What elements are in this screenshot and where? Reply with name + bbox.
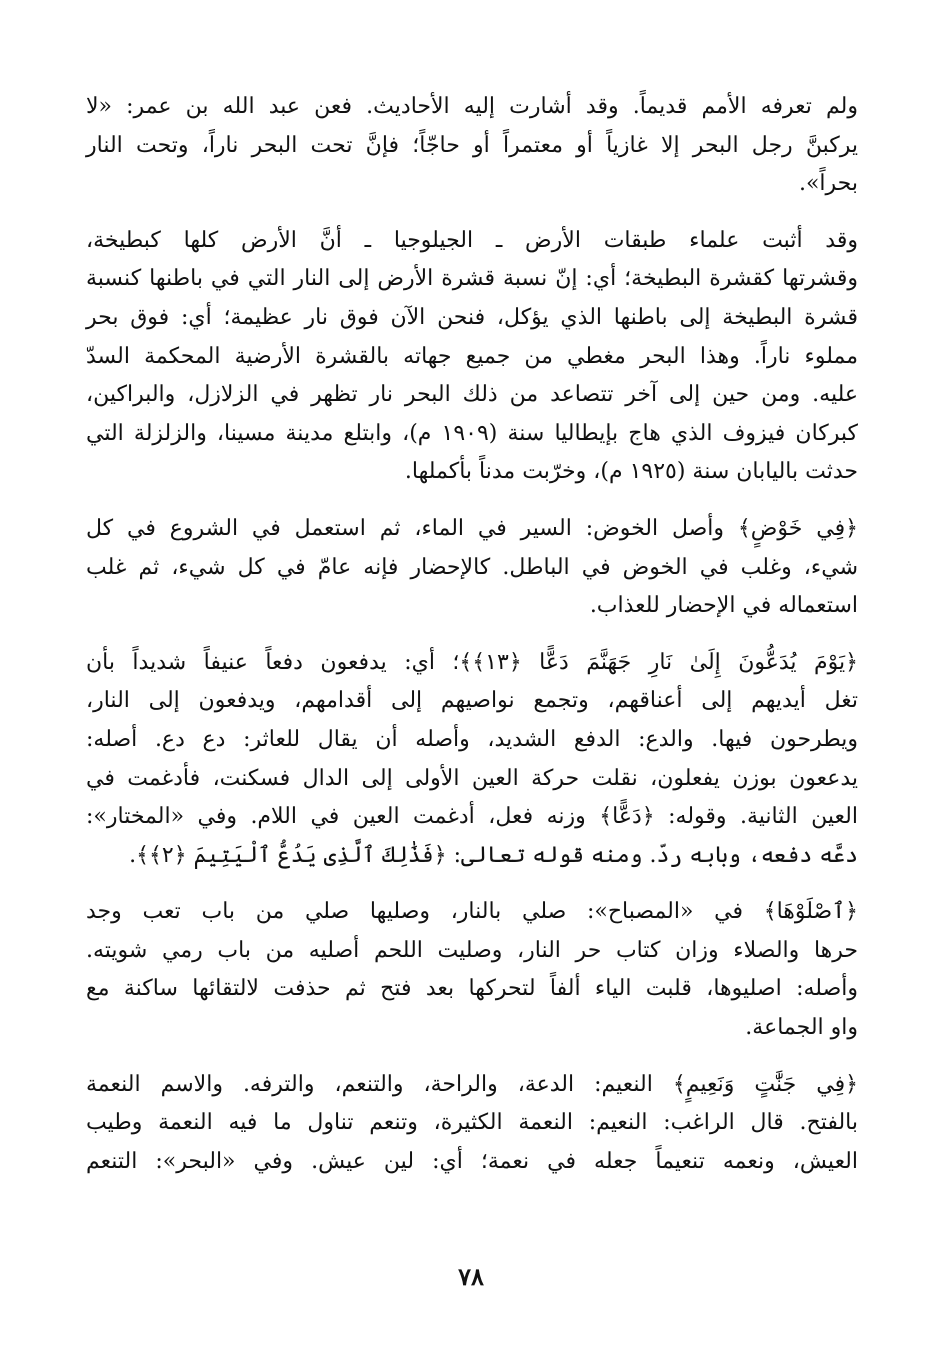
text-line: استعماله في الإحضار للعذاب.: [589, 593, 858, 619]
text-line: بحراً».: [798, 171, 858, 197]
text-line: تغل أيديهم إلى أعناقهم، وتجمع نواصيهم إلى أقدامهم، ويدفعون إلى النار،: [86, 688, 858, 714]
text-line: قشرة البطيخة إلى باطنها الذي يؤكل، فنحن الآن فوق نار عظيمة؛ أي: فوق بحر: [86, 304, 858, 330]
text-line: ﴿فِي خَوْضٍ﴾ وأصل الخوض: السير في الماء، ثم استعمل في الشروع في كل: [86, 515, 858, 541]
text-line: العيش، ونعمه تنعيماً جعله في نعمة؛ أي: لين عيش. وفي «البحر»: التنعم: [86, 1148, 858, 1174]
text-line: مملوء ناراً. وهذا البحر مغطي من جميع جهاته بالقشرة الأرضية المحكمة السدّ: [86, 343, 858, 369]
text-line: بالفتح. قال الراغب: النعيم: النعمة الكثيرة، وتنعم تناول ما فيه النعمة وطيب: [86, 1110, 858, 1136]
text-line: ﴿ٱصْلَوْهَا﴾ في «المصباح»: صلي بالنار، وصليها صلي من باب تعب وجد: [86, 899, 858, 925]
text-line: ﴿يَوْمَ يُدَعُّونَ إِلَىٰ نَارِ جَهَنَّمَ دَعًّا ﴿١٣﴾﴾؛ أي: يدفعون دفعاً عنيفاً شديداً بأن: [86, 649, 858, 675]
text-line: حدثت باليابان سنة (١٩٢٥ م)، وخرّبت مدناً بأكملها.: [404, 459, 858, 485]
text-line: عليه. ومن حين إلى آخر تتصاعد من ذلك البحر نار تظهر في الزلازل، والبراكين،: [86, 382, 858, 408]
text-line: ويطرحون فيها. والدع: الدفع الشديد، وأصله أن يقال للعاثر: دع دع. أصله:: [86, 726, 858, 752]
paragraph-da: [86, 644, 858, 876]
text-line: واو الجماعة.: [745, 1015, 858, 1041]
paragraph-geology: [86, 222, 858, 492]
text-line: يدععون بوزن يفعلون، نقلت حركة العين الأولى إلى الدال فسكنت، فأدغمت في: [86, 765, 858, 791]
paragraph-sea-hadith: [86, 88, 858, 204]
text-line: ﴿فِي جَنَّٰتٍ وَنَعِيمٍ﴾ النعيم: الدعة، والراحة، والتنعم، والترفه. والاسم النعمة: [86, 1071, 858, 1097]
page-number: ٧٨: [458, 1262, 484, 1291]
text-line: حرها والصلاء وزان كتاب حر النار، وصليت اللحم أصليه من باب رمي شويته.: [86, 937, 858, 963]
text-line: دعَّه دفعه، وبابه ردّ. ومنه قوله تعالى: ﴿فَذَٰلِكَ ٱلَّذِى يَدُعُّ ٱلْيَتِيمَ ﴿٢﴾﴾.: [129, 842, 858, 868]
text-line: العين الثانية. وقوله: ﴿دَعًّا﴾ وزنه فعل، أدغمت العين في اللام. وفي «المختار»:: [86, 804, 858, 830]
paragraph-islawha: [86, 893, 858, 1047]
text-line: وأصله: اصليوها، قلبت الياء ألفاً لتحركها بعد فتح ثم حذفت لالتقائها ساكنة مع: [86, 976, 858, 1002]
text-line: يركبنَّ رجل البحر إلا غازياً أو معتمراً أو حاجّاً؛ فإنَّ تحت البحر ناراً، وتحت النار: [86, 132, 858, 158]
text-line: ولم تعرفه الأمم قديماً. وقد أشارت إليه الأحاديث. فعن عبد الله بن عمر: «لا: [86, 94, 858, 119]
page-body: [86, 88, 858, 1199]
paragraph-naeem: [86, 1066, 858, 1182]
paragraph-khawd: [86, 510, 858, 626]
text-line: شيء، وغلب في الخوض في الباطل. كالإحضار فإنه عامّ في كل شيء، ثم غلب: [86, 554, 858, 580]
text-line: كبركان فيزوف الذي هاج بإيطاليا سنة (١٩٠٩ م)، وابتلع مدينة مسينا، والزلزلة التي: [86, 420, 858, 446]
text-line: وقد أثبت علماء طبقات الأرض ـ الجيلوجيا ـ أنَّ الأرض كلها كبطيخة،: [86, 227, 858, 253]
text-line: وقشرتها كقشرة البطيخة؛ أي: إنّ نسبة قشرة الأرض إلى النار التي في باطنها كنسبة: [86, 266, 858, 292]
